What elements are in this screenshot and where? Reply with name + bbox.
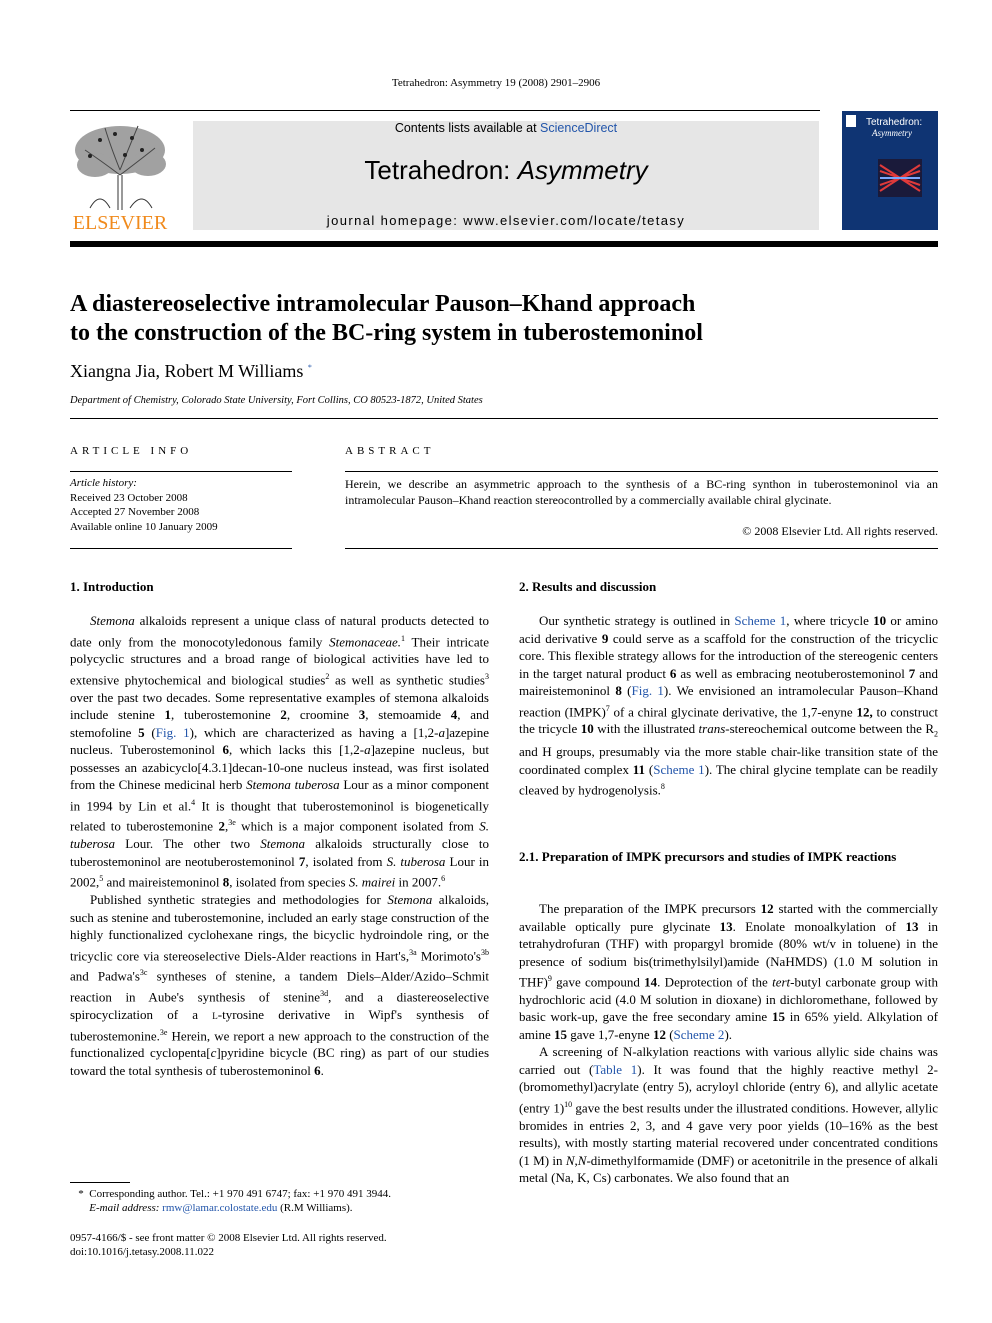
header-thick-rule [70, 241, 938, 247]
journal-cover-thumbnail[interactable] [842, 111, 938, 230]
journal-reference: Tetrahedron: Asymmetry 19 (2008) 2901–2906 [391, 77, 601, 89]
email-link[interactable]: rmw@lamar.colostate.edu [162, 1202, 278, 1214]
article-history: Article history: Received 23 October 2008 Accepted 27 November 2008 Available online 10 January 2009 [70, 477, 218, 533]
introduction-heading: 1. Introduction [70, 579, 154, 594]
copyright-notice: © 2008 Elsevier Ltd. All rights reserved. [742, 524, 938, 538]
corresponding-author-footnote: * Corresponding author. Tel.: +1 970 491 6747; fax: +1 970 491 3944. E-mail address: rmw@lamar.colostate.edu (R.M Williams). [70, 1188, 391, 1214]
journal-title: Tetrahedron: Asymmetry [364, 155, 648, 185]
article-info-heading: ARTICLE INFO [70, 445, 193, 457]
cover-elsevier-icon [846, 115, 856, 127]
abstract-rule-top [345, 471, 938, 472]
journal-homepage-link[interactable]: journal homepage: www.elsevier.com/locate/tetasy [326, 213, 686, 228]
top-rule [70, 110, 820, 111]
contents-line: Contents lists available at ScienceDirect [394, 121, 618, 135]
cover-title: Tetrahedron: [866, 117, 923, 128]
sciencedirect-link[interactable]: ScienceDirect [540, 121, 618, 135]
results-body: Our synthetic strategy is outlined in Scheme 1, where tricycle 10 or amino acid derivative 9 could serve as a scaffold for the construction of the tricyclic core. This flexible strategy allows for the introduction of the stereogenic centers in the target natural product 6 as well as embracing neotuberostemoninol 7 and maireistemoninol 8 (Fig. 1). We envisioned an intramolecular Pauson–Khand reaction (IMPK)$^7$ of a chiral glycinate derivative, the 1,7-enyne 12, to construct the tricycle 10 with the illustrated trans-stereochemical outcome between the $R_2$ and H groups, presumably via the more stable chair-like transition state of the coordinated complex 11 (Scheme 1). The chiral glycine template can be readily cleaved by hydrogenolysis.$^8$ [519, 613, 939, 798]
article-info-rule-top [70, 471, 292, 472]
article-info-rule-bottom [70, 548, 292, 549]
footnote-rule [70, 1182, 130, 1183]
results-heading: 2. Results and discussion [519, 579, 657, 594]
elsevier-wordmark: ELSEVIER [72, 212, 168, 234]
cover-subtitle: Asymmetry [872, 128, 912, 138]
corresponding-author-mark[interactable]: * [307, 363, 312, 372]
introduction-body: Stemona alkaloids represent a unique class of natural products detected to date only from the monocotyledonous family Stemonaceae.$^1$ Their intricate polycyclic structures and a broad range of biological activities have led to extensive phytochemical and biological studies$^2$ as well as synthetic studies$^3$ over the past two decades. Some representative examples of stemona alkaloids include stenine 1, tuberostemonine 2, croomine 3, stemoamide 4, and stemofoline 5 (Fig. 1), which are characterized as having a [1,2-a]azepine nucleus. Tuberostemoninol 6, which lacks this [1,2-a]azepine nucleus, but possesses an azabicyclo[4.3.1]decan-10-one nucleus instead, was first isolated from the Chinese medicinal herb Stemona tuberosa Lour as a minor component in 1994 by Lin et al.$^4$ It is thought that tuberostemoninol is biogenetically related to tuberostemonine 2,$^{3e}$ which is a major component isolated from S. tuberosa Lour. The other two Stemona alkaloids structurally close to tuberostemoninol are neotuberostemoninol 7, isolated from S. tuberosa Lour in 2002,$^5$ and maireistemoninol 8, isolated from species S. mairei in 2007.$^6$ Published synthetic strategies and methodologies for Stemona alkaloids, such as stenine and tuberostemonine, included an early stage construction of the highly functionalized cyclohexane rings, the bicyclic hydroindole ring, or the tricyclic core via stereoselective Diels-Alder reactions in Hart's,$^{3a}$ $Morimoto's^{3b}$ and $Padwa's^{3c}$ syntheses of stenine, a tandem Diels–Alder/Azido–Schmit reaction in Aube's synthesis of stenine$^{3d}$, and a diastereoselective spirocyclization of a l-tyrosine derivative in Wipf's synthesis of tuberostemonine.$^{3e}$ Herein, we report a new approach to the construction of the functionalized cyclopenta[c]pyridine bicycle (BC ring) as part of our studies toward the total synthesis of tuberostemoninol 6. [70, 613, 490, 1078]
subsection-body: The preparation of the IMPK precursors 12 started with the commercially available optically pure glycinate 13. Enolate monoalkylation of 13 in tetrahydrofuran (THF) with propargyl bromide (80% wt/v in toluene) in the presence of sodium bis(trimethylsilyl)amide (NaHMDS) (1.0 M solution in THF)$^9$ gave compound 14. Deprotection of the tert-butyl carbonate group with hydrochloric acid (4.0 M solution in dioxane) in dichloromethane, followed by basic work-up, gave the free secondary amine 15 in 65% yield. Alkylation of amine 15 gave 1,7-enyne 12 (Scheme 2). A screening of N-alkylation reactions with various allylic side chains was carried out (Table 1). It was found that the highly reactive methyl 2-(bromomethyl)acrylate (entry 5), acryloyl chloride (entry 6), and allylic acetate (entry 1)$^{10}$ gave the best results under the illustrated conditions. However, allylic bromides in entries 2, 3, and 4 gave very poor yields (10–16% as the best results), with mostly starting material recovered under concentrated conditions (1 M) in N,N-dimethylformamide (DMF) or acetonitrile in the presence of alkali metal (Na, K, Cs) carbonates. We also found that an [519, 901, 939, 1186]
paper-title: A diastereoselective intramolecular Pauson–Khand approach to the construction of the BC-ring system in tuberostemoninol [70, 291, 703, 346]
affiliation: Department of Chemistry, Colorado State University, Fort Collins, CO 80523-1872, United States [70, 395, 483, 406]
cover-graphic-icon [878, 159, 922, 197]
doi-link[interactable]: doi:10.1016/j.tetasy.2008.11.022 [70, 1246, 215, 1258]
abstract-text: Herein, we describe an asymmetric approach to the synthesis of a BC-ring synthon in tuberostemoninol via an intramolecular Pauson–Khand reaction stereocontrolled by a commercially available chiral glycinate. [345, 477, 938, 507]
author-list: Xiangna Jia, Robert M Williams * [70, 361, 312, 381]
subsection-heading: 2.1. Preparation of IMPK precursors and studies of IMPK reactions [519, 849, 897, 864]
issn-doi: 0957-4166/$ - see front matter © 2008 Elsevier Ltd. All rights reserved. doi:10.1016/j.tetasy.2008.11.022 [70, 1232, 387, 1258]
affiliation-rule [70, 418, 938, 419]
abstract-rule-bottom [345, 548, 938, 549]
abstract-heading: ABSTRACT [345, 445, 435, 457]
